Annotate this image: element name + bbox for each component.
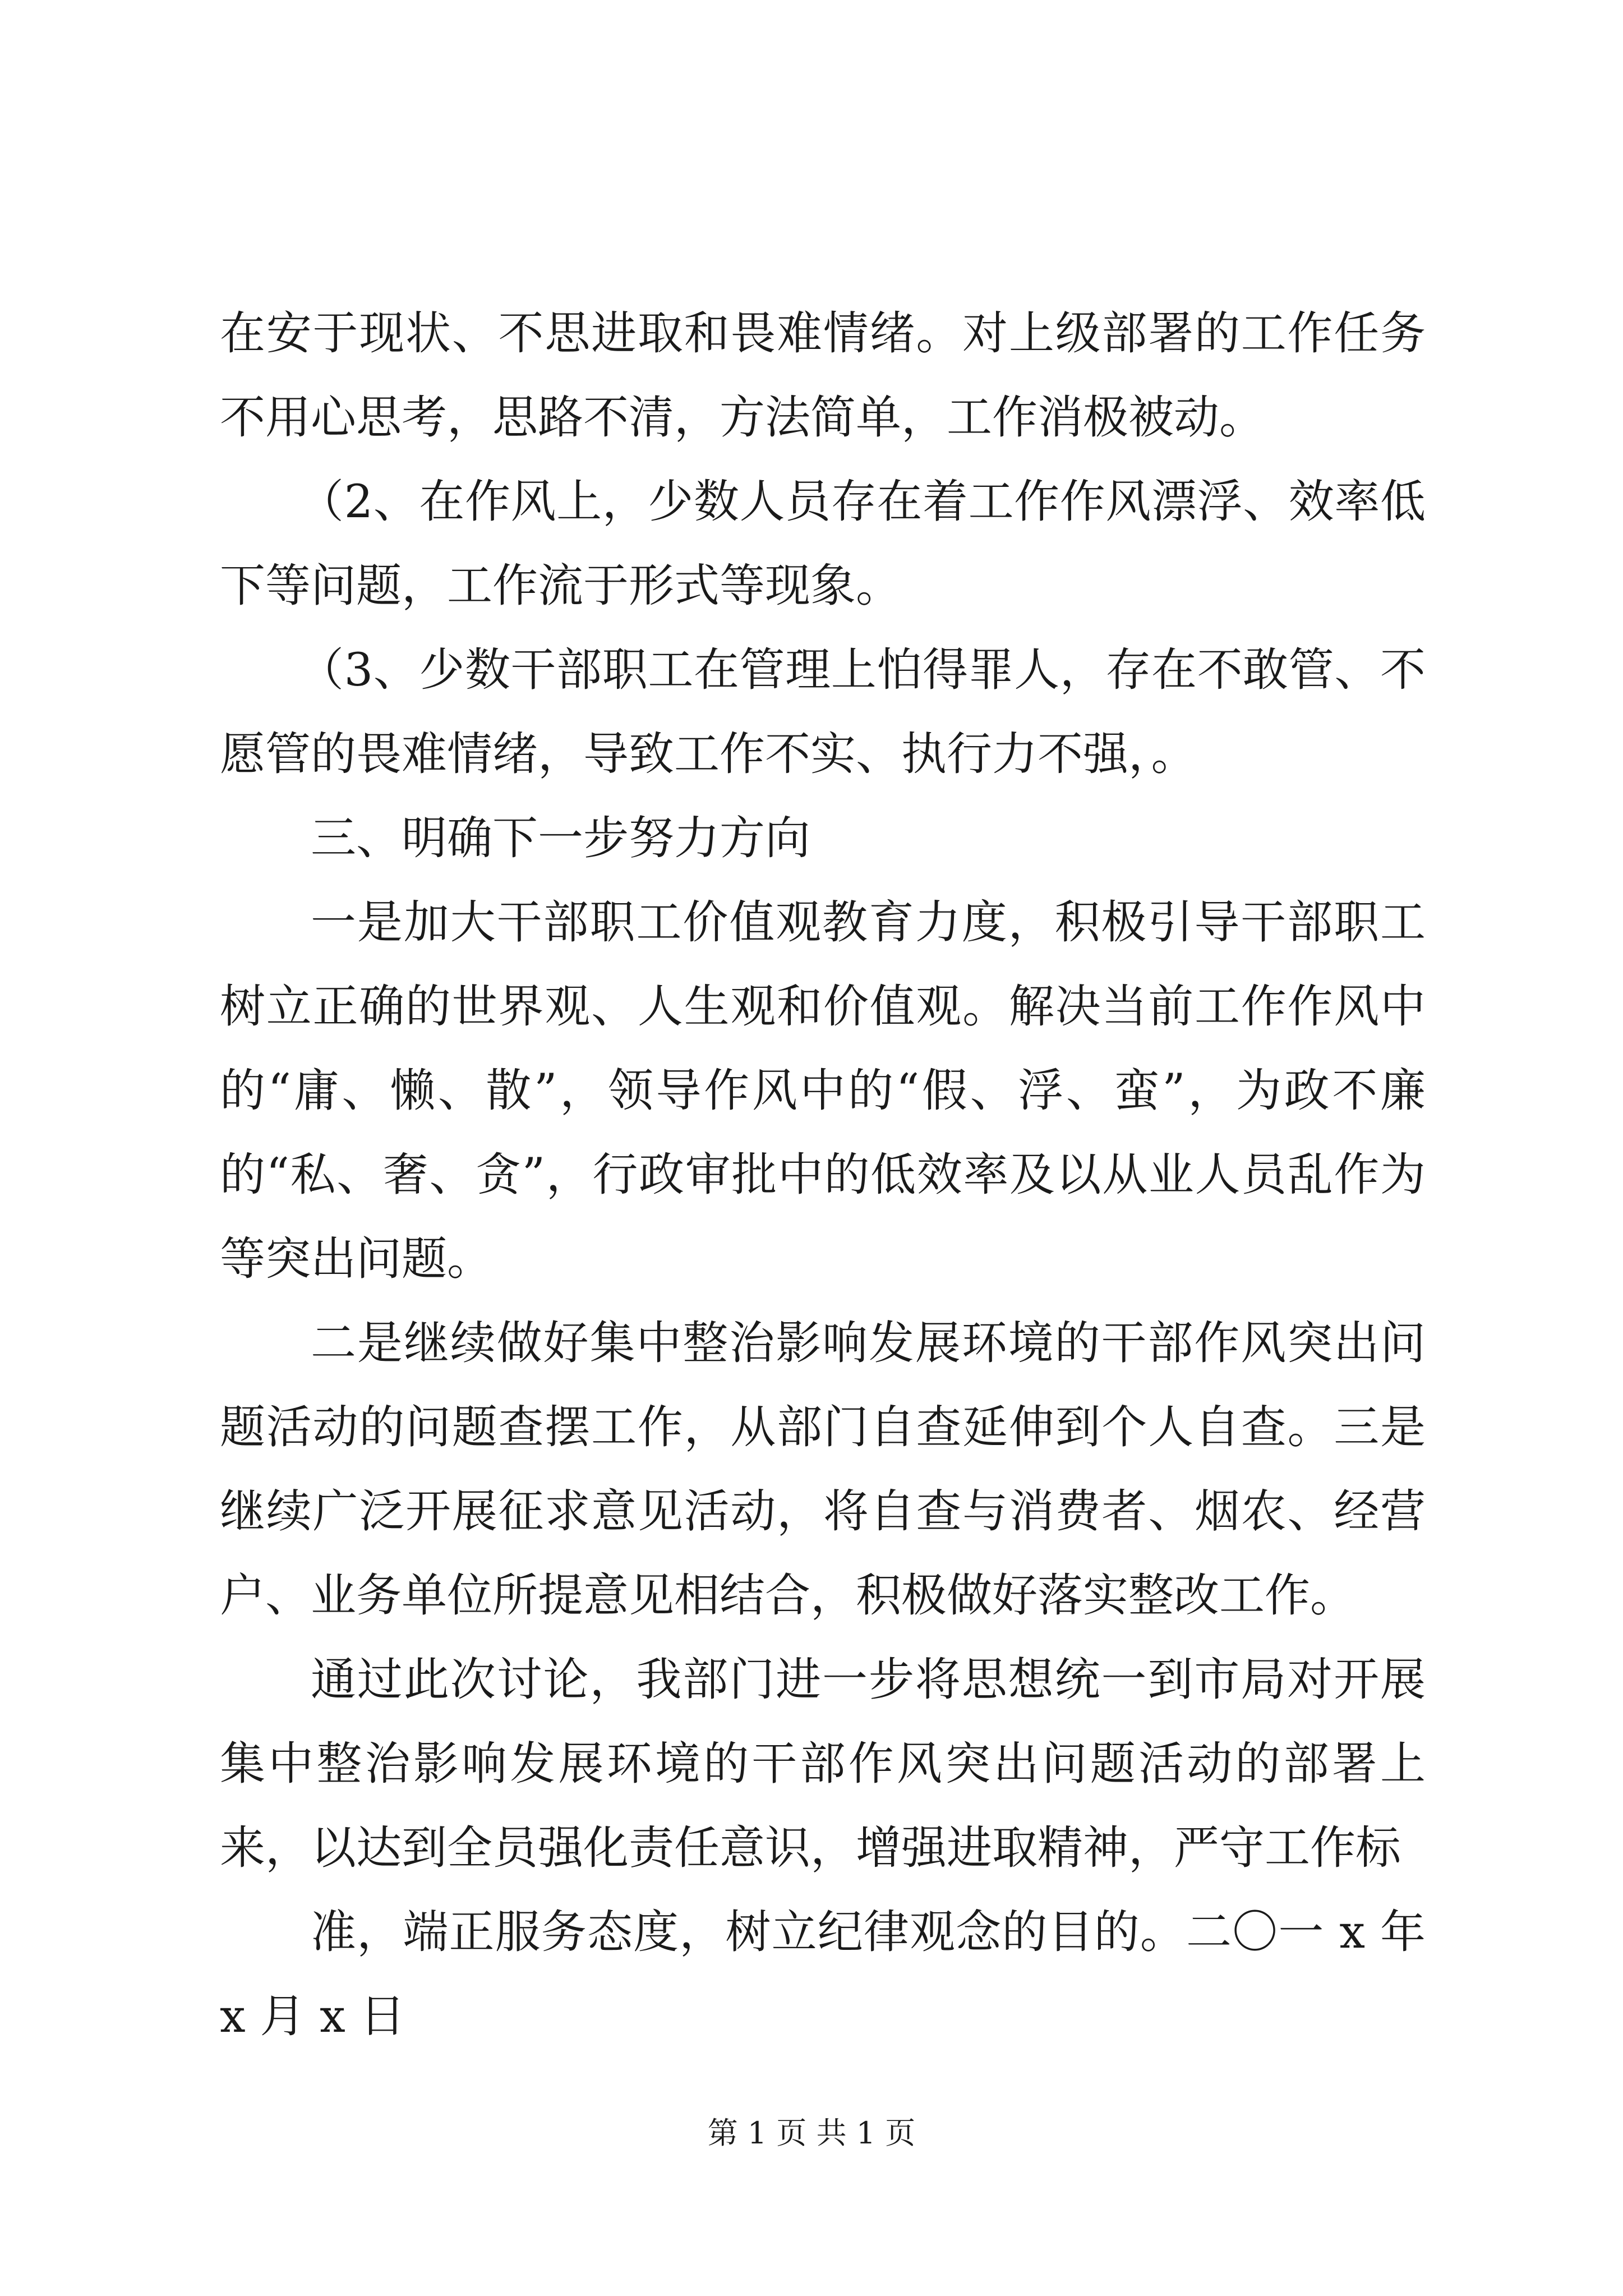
paragraph-first-point: 一是加大干部职工价值观教育力度，积极引导干部职工树立正确的世界观、人生观和价值观。解决当前工作作风中的“庸、懒、散”，领导作风中的“假、浮、蛮”，为政不廉的“私、奢、贪”，行政审批中的低效率及以从业人员乱作为等突出问题。 bbox=[220, 896, 1426, 1286]
document-body bbox=[220, 292, 1426, 2059]
paragraph-closing-date: 准，端正服务态度，树立纪律观念的目的。二〇一 x 年 x 月 x 日 bbox=[220, 1906, 1426, 2043]
paragraph-continuation: 在安于现状、不思进取和畏难情绪。对上级部署的工作任务不用心思考，思路不清，方法简单，工作消极被动。 bbox=[220, 307, 1426, 444]
paragraph-conclusion: 通过此次讨论，我部门进一步将思想统一到市局对开展集中整治影响发展环境的干部作风突出问题活动的部署上来，以达到全员强化责任意识，增强进取精神，严守工作标 bbox=[220, 1654, 1426, 1875]
paragraph-item-3: （3、少数干部职工在管理上怕得罪人，存在不敢管、不愿管的畏难情绪，导致工作不实、执行力不强，。 bbox=[220, 644, 1426, 781]
paragraph-second-point: 二是继续做好集中整治影响发展环境的干部作风突出问题活动的问题查摆工作，从部门自查延伸到个人自查。三是继续广泛开展征求意见活动，将自查与消费者、烟农、经营户、业务单位所提意见相结合，积极做好落实整改工作。 bbox=[220, 1317, 1426, 1622]
paragraph-item-2: （2、在作风上，少数人员存在着工作作风漂浮、效率低下等问题，工作流于形式等现象。 bbox=[220, 476, 1426, 613]
page-footer: 第 1 页 共 1 页 bbox=[707, 2115, 916, 2151]
section-heading: 三、明确下一步努力方向 bbox=[311, 812, 811, 865]
